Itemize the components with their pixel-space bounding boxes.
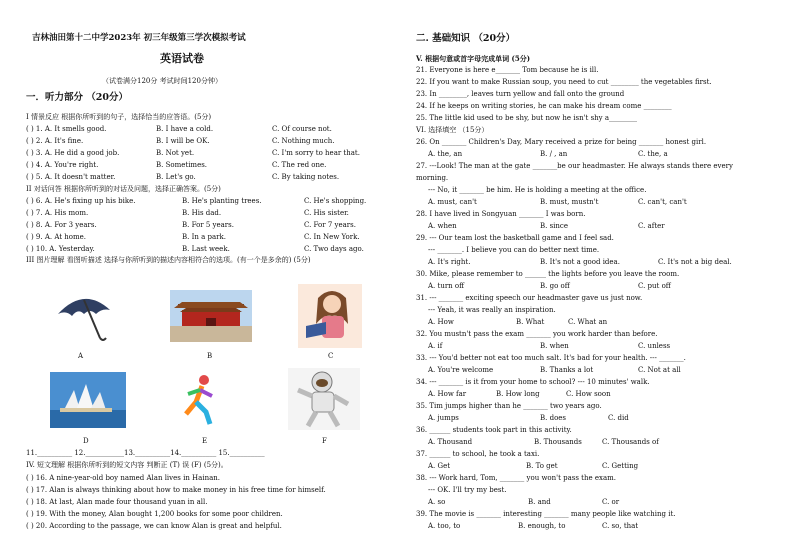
question-26-option-a: A. the, an: [428, 150, 463, 158]
question-32-option-a: A. if: [428, 342, 443, 350]
question-36: 36. ______ students took part in this activity.: [416, 426, 572, 434]
question-2-option-c: C. Nothing much.: [272, 137, 335, 145]
question-34-option-b: B. How long: [496, 390, 540, 398]
question-38: 38. --- Work hard, Tom, _______ you won't pass the exam.: [416, 474, 616, 482]
statement-17: ( ) 17. Alan is always thinking about how to make money in his free time for himself.: [26, 486, 326, 494]
exam-title: 英语试卷: [160, 52, 204, 65]
girl-reading-picture: [298, 284, 362, 348]
question-28-option-b: B. since: [540, 222, 568, 230]
question-9-option-b: B. In a park.: [182, 233, 226, 241]
question-27-reply: --- No, it _______ be him. He is holding a meeting at the office.: [428, 186, 647, 194]
picture-label-c: C: [328, 352, 334, 360]
part4-instructions: IV. 短文理解 根据你所听到的短文内容 判断正 (T) 误 (F) (5分)。: [26, 461, 228, 469]
statement-19: ( ) 19. With the money, Alan bought 1,200 books for some poor children.: [26, 510, 283, 518]
question-5: ( ) 5. A. It doesn't matter.: [26, 173, 116, 181]
question-27: 27. ---Look! The man at the gate _______be our headmaster. He always stands there every: [416, 162, 733, 170]
question-3-option-c: C. I'm sorry to hear that.: [272, 149, 360, 157]
partV-instructions: V. 根据句意或首字母完成单词 (5分): [416, 54, 531, 63]
question-26-option-b: B. / , an: [540, 150, 568, 158]
question-31-reply: --- Yeah, it was really an inspiration.: [428, 306, 556, 314]
question-35-option-c: C. did: [608, 414, 629, 422]
question-10-option-c: C. Two days ago.: [304, 245, 364, 253]
part1-instructions: I 情景反应 根据你所听到的句子，选择恰当的应答语。(5分): [26, 113, 212, 121]
question-7-option-b: B. His dad.: [182, 209, 222, 217]
question-29-option-c: C. It's not a big deal.: [658, 258, 732, 266]
question-29-option-a: A. It's right.: [428, 258, 471, 266]
question-32-option-b: B. when: [540, 342, 569, 350]
question-25: 25. The little kid used to be shy, but now he isn't shy a________: [416, 114, 638, 122]
question-34: 34. --- _______ is it from your home to school? --- 10 minutes' walk.: [416, 378, 650, 386]
question-37: 37. ______ to school, he took a taxi.: [416, 450, 540, 458]
question-1-option-c: C. Of course not.: [272, 125, 332, 133]
forbidden-city-picture: [170, 290, 252, 342]
runner-picture: [166, 372, 230, 430]
question-23: 23. In ________, leaves turn yellow and fall onto the ground: [416, 90, 625, 98]
question-38-option-b: B. and: [528, 498, 551, 506]
question-9: ( ) 9. A. At home.: [26, 233, 87, 241]
sydney-opera-house-picture: [50, 372, 126, 428]
question-26-option-c: C. the, a: [638, 150, 668, 158]
section-listening: 一．听力部分 （20分）: [26, 92, 129, 103]
question-27-cont: morning.: [416, 174, 449, 182]
question-39-option-a: A. too, to: [428, 522, 461, 530]
statement-18: ( ) 18. At last, Alan made four thousand yuan in all.: [26, 498, 208, 506]
picture-label-d: D: [83, 437, 89, 445]
question-9-option-c: C. In New York.: [304, 233, 360, 241]
part3-instructions: III 图片理解 看图听描述 选择与你所听到的描述内容相符合的选项。(有一个是多余的) (5分): [26, 256, 311, 264]
question-38-option-a: A. so: [428, 498, 446, 506]
exam-info: （试卷满分120分 考试时间120分钟）: [102, 77, 222, 85]
question-24: 24. If he keeps on writing stories, he can make his dream come ________: [416, 102, 672, 110]
statement-20: ( ) 20. According to the passage, we can know Alan is great and helpful.: [26, 522, 282, 530]
question-6-option-c: C. He's shopping.: [304, 197, 367, 205]
question-39: 39. The movie is _______ interesting _______ many people like watching it.: [416, 510, 676, 518]
question-36-option-c: C. Thousands of: [602, 438, 659, 446]
question-38-reply: --- OK. I'll try my best.: [428, 486, 507, 494]
question-5-option-c: C. By taking notes.: [272, 173, 340, 181]
question-8: ( ) 8. A. For 3 years.: [26, 221, 97, 229]
question-4: ( ) 4. A. You're right.: [26, 161, 99, 169]
question-5-option-b: B. Let's go.: [156, 173, 196, 181]
question-10-option-b: B. Last week.: [182, 245, 230, 253]
question-3: ( ) 3. A. He did a good job.: [26, 149, 120, 157]
question-35-option-b: B. does: [540, 414, 567, 422]
question-21: 21. Everyone is here e_______ Tom because he is ill.: [416, 66, 599, 74]
question-22: 22. If you want to make Russian soup, you need to cut ________ the vegetables first.: [416, 78, 712, 86]
question-35-option-a: A. jumps: [428, 414, 459, 422]
question-33-option-c: C. Not at all: [638, 366, 681, 374]
answer-blanks-11-15: 11.__________ 12.___________13.__________14.__________ 15.__________: [26, 449, 265, 457]
question-31-option-c: C. What an: [568, 318, 608, 326]
school-header: 吉林油田第十二中学2023年 初三年级第三学次模拟考试: [32, 33, 246, 43]
question-29: 29. --- Our team lost the basketball game and I feel sad.: [416, 234, 614, 242]
question-7-option-c: C. His sister.: [304, 209, 349, 217]
picture-label-b: B: [207, 352, 213, 360]
question-37-option-c: C. Getting: [602, 462, 639, 470]
question-34-option-c: C. How soon: [566, 390, 611, 398]
question-30-option-a: A. turn off: [428, 282, 465, 290]
question-31: 31. --- _______ exciting speech our headmaster gave us just now.: [416, 294, 643, 302]
question-33: 33. --- You'd better not eat too much salt. It's bad for your health. --- _______.: [416, 354, 686, 362]
question-37-option-a: A. Get: [428, 462, 451, 470]
question-2: ( ) 2. A. It's fine.: [26, 137, 84, 145]
astronaut-picture: [288, 368, 360, 430]
question-27-option-b: B. must, mustn't: [540, 198, 599, 206]
question-1: ( ) 1. A. It smells good.: [26, 125, 107, 133]
question-33-option-b: B. Thanks a lot: [540, 366, 594, 374]
question-7: ( ) 7. A. His mom.: [26, 209, 89, 217]
question-32-option-c: C. unless: [638, 342, 671, 350]
question-31-option-a: A. How: [428, 318, 454, 326]
question-6: ( ) 6. A. He's fixing up his bike.: [26, 197, 136, 205]
question-36-option-b: B. Thousands: [534, 438, 582, 446]
question-3-option-b: B. Not yet.: [156, 149, 195, 157]
question-28-option-c: C. after: [638, 222, 665, 230]
question-30-option-b: B. go off: [540, 282, 570, 290]
picture-label-a: A: [78, 352, 84, 360]
question-10: ( ) 10. A. Yesterday.: [26, 245, 95, 253]
question-39-option-c: C. so, that: [602, 522, 639, 530]
question-4-option-c: C. The red one.: [272, 161, 327, 169]
partVI-instructions: VI. 选择填空 （15分）: [416, 126, 489, 134]
question-1-option-b: B. I have a cold.: [156, 125, 214, 133]
question-6-option-b: B. He's planting trees.: [182, 197, 262, 205]
question-8-option-b: B. For 5 years.: [182, 221, 234, 229]
question-27-option-a: A. must, can't: [428, 198, 477, 206]
picture-label-f: F: [322, 437, 327, 445]
question-8-option-c: C. For 7 years.: [304, 221, 356, 229]
section-basics: 二. 基础知识 （20分）: [416, 33, 516, 44]
question-28-option-a: A. when: [428, 222, 457, 230]
question-27-option-c: C. can't, can't: [638, 198, 687, 206]
question-37-option-b: B. To get: [526, 462, 558, 470]
question-35: 35. Tim jumps higher than he _______ two years ago.: [416, 402, 602, 410]
picture-label-e: E: [202, 437, 208, 445]
question-36-option-a: A. Thousand: [428, 438, 473, 446]
question-30-option-c: C. put off: [638, 282, 671, 290]
question-28: 28. I have lived in Songyuan _______ I was born.: [416, 210, 586, 218]
question-32: 32. You mustn't pass the exam _______ you work harder than before.: [416, 330, 658, 338]
part2-instructions: II 对话问答 根据你所听到的对话及问题，选择正确答案。(5分): [26, 185, 221, 193]
question-39-option-b: B. enough, to: [518, 522, 566, 530]
question-30: 30. Mike, please remember to ______ the lights before you leave the room.: [416, 270, 680, 278]
question-33-option-a: A. You're welcome: [428, 366, 494, 374]
question-29-option-b: B. It's not a good idea.: [540, 258, 620, 266]
question-2-option-b: B. I will be OK.: [156, 137, 210, 145]
umbrella-picture: [54, 290, 114, 344]
question-4-option-b: B. Sometimes.: [156, 161, 208, 169]
question-29-reply: --- _______. I believe you can do better next time.: [428, 246, 600, 254]
question-38-option-c: C. or: [602, 498, 620, 506]
statement-16: ( ) 16. A nine-year-old boy named Alan lives in Hainan.: [26, 474, 220, 482]
question-31-option-b: B. What: [516, 318, 545, 326]
question-26: 26. On _______ Children's Day, Mary received a prize for being _______ honest girl.: [416, 138, 707, 146]
question-34-option-a: A. How far: [428, 390, 467, 398]
